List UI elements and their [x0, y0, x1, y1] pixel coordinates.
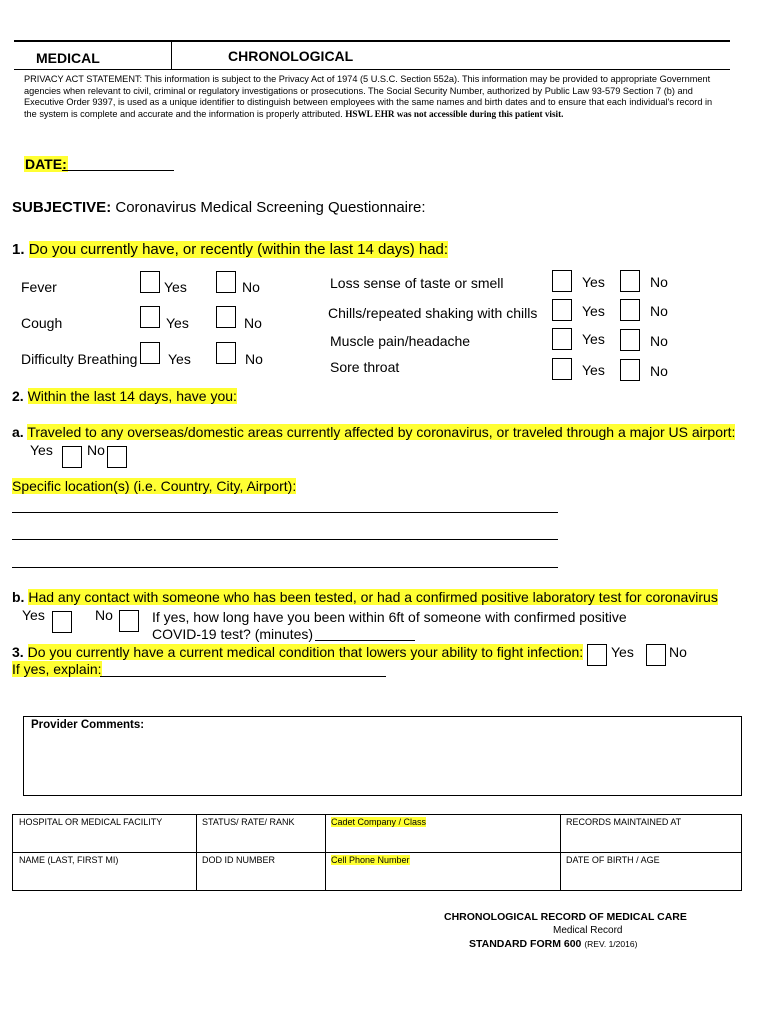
q2-number: 2.: [12, 388, 24, 404]
q3-explain-label: If yes, explain:: [12, 661, 102, 677]
locations-label: Specific location(s) (i.e. Country, City, Airport):: [12, 478, 297, 494]
muscle-yes-label: Yes: [582, 331, 605, 347]
taste-yes-checkbox[interactable]: [552, 270, 572, 292]
fever-no-label: No: [242, 279, 260, 295]
throat-no-label: No: [650, 363, 668, 379]
symptom-muscle-label: Muscle pain/headache: [330, 333, 471, 349]
breathing-no-label: No: [245, 351, 263, 367]
q1-number: 1.: [12, 241, 25, 258]
privacy-text: PRIVACY ACT STATEMENT: This information is subject to the Privacy Act of 1974 (5 U.S.C. Section 552a). This information may be provided to appropriate Government agencies when relevant to civil, criminal or regulatory investigations or prosecutions. The Social Security Number, authorized by Public Law 93-579 Section 7 (b) and Executive Order 9397, is used as a unique identifier to distinguish between employees with the same names and birth dates and to ensure that each individual's record in the system is complete and accurate and the information is properly attributed.: [24, 74, 713, 119]
cough-no-label: No: [244, 315, 262, 331]
q2a-letter: a.: [12, 424, 24, 440]
cell-cell-phone[interactable]: Cell Phone Number: [331, 855, 410, 865]
throat-no-checkbox[interactable]: [620, 359, 640, 381]
q3-yes-checkbox[interactable]: [587, 644, 607, 666]
chills-yes-checkbox[interactable]: [552, 299, 572, 321]
cell-dob-age[interactable]: DATE OF BIRTH / AGE: [566, 855, 660, 865]
footer-form: [469, 938, 637, 950]
q2a-text: Traveled to any overseas/domestic areas currently affected by coronavirus, or traveled through a major US airport:: [27, 424, 736, 440]
q2a-yes-checkbox[interactable]: [62, 446, 82, 468]
symptom-throat-label: Sore throat: [330, 359, 400, 375]
subjective-label: SUBJECTIVE:: [12, 199, 112, 216]
q1-heading: [12, 241, 448, 258]
q2b-yes-checkbox[interactable]: [52, 611, 72, 633]
q3-number: 3.: [12, 644, 24, 660]
date-field[interactable]: [62, 170, 174, 171]
footer-title: CHRONOLOGICAL RECORD OF MEDICAL CARE: [444, 911, 687, 923]
q3-text: Do you currently have a current medical condition that lowers your ability to fight infection:: [27, 644, 584, 660]
provider-comments-label: Provider Comments:: [31, 719, 145, 731]
footer-form-number: STANDARD FORM 600: [469, 938, 582, 950]
fever-yes-checkbox[interactable]: [140, 271, 160, 293]
taste-yes-label: Yes: [582, 274, 605, 290]
cough-yes-checkbox[interactable]: [140, 306, 160, 328]
symptom-taste-label: Loss sense of taste or smell: [330, 275, 504, 291]
chills-no-checkbox[interactable]: [620, 299, 640, 321]
q2-heading: [12, 388, 237, 404]
taste-no-checkbox[interactable]: [620, 270, 640, 292]
table-col-divider-2: [325, 814, 326, 891]
q3-heading: [12, 644, 583, 660]
header-chronological: CHRONOLOGICAL: [228, 48, 354, 64]
fever-no-checkbox[interactable]: [216, 271, 236, 293]
cell-status-rank[interactable]: STATUS/ RATE/ RANK: [202, 817, 295, 827]
footer-revision: (REV. 1/2016): [584, 939, 638, 949]
throat-yes-label: Yes: [582, 362, 605, 378]
q2a-no-label: No: [87, 442, 105, 458]
location-line-2[interactable]: [12, 539, 558, 540]
q2b-text: Had any contact with someone who has been tested, or had a confirmed positive laboratory test for coronavirus: [28, 589, 718, 605]
cell-name[interactable]: NAME (LAST, FIRST MI): [19, 855, 119, 865]
q2b-yes-label: Yes: [22, 607, 45, 623]
breathing-yes-label: Yes: [168, 351, 191, 367]
throat-yes-checkbox[interactable]: [552, 358, 572, 380]
chills-yes-label: Yes: [582, 303, 605, 319]
privacy-bold: HSWL EHR was not accessible during this patient visit.: [345, 108, 564, 119]
privacy-statement: [24, 74, 716, 120]
q3-no-checkbox[interactable]: [646, 644, 666, 666]
q2b-no-label: No: [95, 607, 113, 623]
q2b-heading: [12, 589, 718, 605]
header-top-rule: [14, 40, 730, 42]
location-line-1[interactable]: [12, 512, 558, 513]
q2a-yes-label: Yes: [30, 442, 53, 458]
muscle-no-label: No: [650, 333, 668, 349]
table-col-divider-1: [196, 814, 197, 891]
symptom-breathing-label: Difficulty Breathing: [21, 351, 138, 367]
q3-no-label: No: [669, 644, 687, 660]
header-bottom-rule: [14, 69, 730, 70]
header-divider: [171, 40, 172, 70]
date-label: DATE:: [25, 156, 67, 172]
chills-no-label: No: [650, 303, 668, 319]
cough-yes-label: Yes: [166, 315, 189, 331]
subjective-text: Coronavirus Medical Screening Questionnaire:: [115, 199, 426, 216]
q2a-no-checkbox[interactable]: [107, 446, 127, 468]
q3-explain-field[interactable]: [100, 676, 386, 677]
q2-text: Within the last 14 days, have you:: [27, 388, 237, 404]
symptom-fever-label: Fever: [21, 279, 57, 295]
table-row-divider: [12, 852, 742, 853]
location-line-3[interactable]: [12, 567, 558, 568]
cell-dod-id[interactable]: DOD ID NUMBER: [202, 855, 276, 865]
q1-text: Do you currently have, or recently (within the last 14 days) had:: [28, 241, 449, 258]
footer-subtitle: Medical Record: [553, 925, 623, 936]
minutes-field[interactable]: [315, 640, 415, 641]
table-col-divider-3: [560, 814, 561, 891]
q2b-no-checkbox[interactable]: [119, 610, 139, 632]
breathing-yes-checkbox[interactable]: [140, 342, 160, 364]
q3-yes-label: Yes: [611, 644, 634, 660]
fever-yes-label: Yes: [164, 279, 187, 295]
cell-cadet-company[interactable]: Cadet Company / Class: [331, 817, 427, 827]
cell-hospital[interactable]: HOSPITAL OR MEDICAL FACILITY: [19, 817, 163, 827]
muscle-yes-checkbox[interactable]: [552, 328, 572, 350]
cell-records-maintained[interactable]: RECORDS MAINTAINED AT: [566, 817, 682, 827]
header-medical: MEDICAL: [36, 50, 100, 66]
subjective-heading: [12, 199, 426, 216]
symptom-cough-label: Cough: [21, 315, 63, 331]
muscle-no-checkbox[interactable]: [620, 329, 640, 351]
symptom-chills-label: Chills/repeated shaking with chills: [328, 305, 538, 321]
cough-no-checkbox[interactable]: [216, 306, 236, 328]
taste-no-label: No: [650, 274, 668, 290]
q2b-letter: b.: [12, 589, 25, 605]
q2a-heading: [12, 424, 735, 440]
q2b-followup-2: COVID-19 test? (minutes): [152, 626, 314, 642]
breathing-no-checkbox[interactable]: [216, 342, 236, 364]
q2b-followup-1: If yes, how long have you been within 6ft of someone with confirmed positive: [152, 609, 627, 625]
